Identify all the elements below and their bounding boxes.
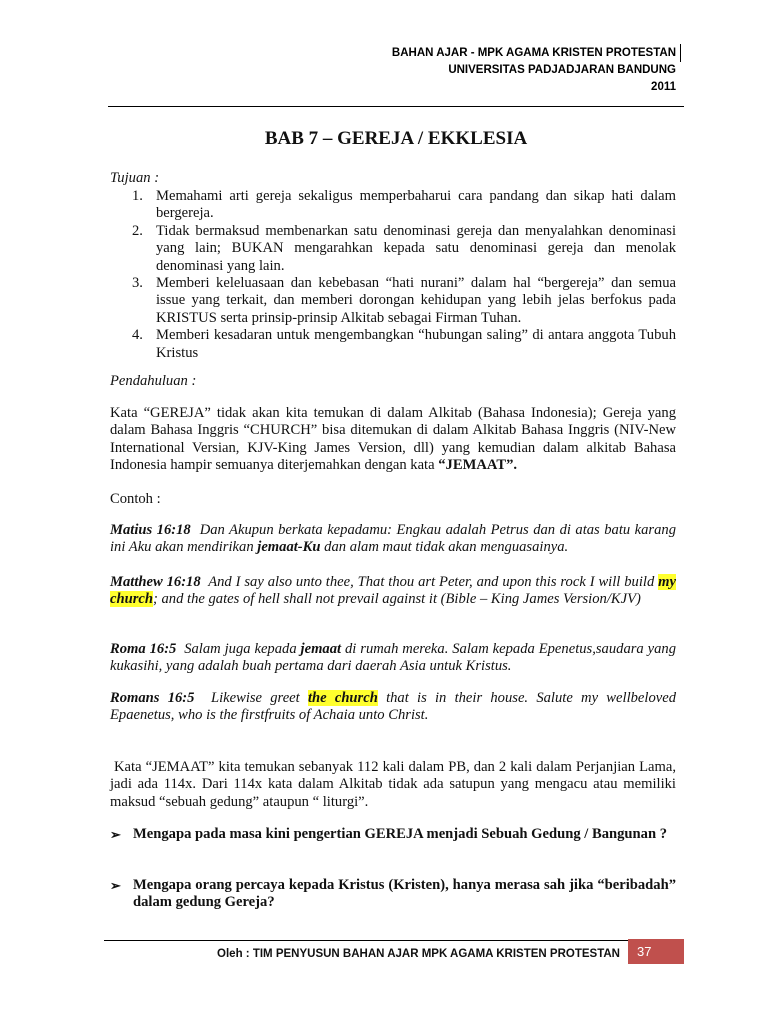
pendahuluan-paragraph xyxy=(110,405,676,475)
header-divider-bar xyxy=(680,44,681,62)
verse-keyword-highlight: the church xyxy=(307,690,378,706)
tujuan-item xyxy=(110,223,676,275)
tujuan-item xyxy=(110,327,676,362)
tujuan-item xyxy=(110,188,676,223)
header-rule xyxy=(108,106,684,107)
verse-reference: Roma 16:5 xyxy=(110,641,177,657)
footer-rule xyxy=(104,940,628,941)
question-item xyxy=(110,877,676,912)
verse-reference: Romans 16:5 xyxy=(110,690,195,706)
page-number: 37 xyxy=(628,939,684,964)
question-text: Mengapa orang percaya kepada Kristus (Kristen), hanya merasa sah jika “beribadah” dalam gedung Gereja? xyxy=(133,877,676,911)
verse-text: Dan Akupun berkata kepadamu: Engkau adalah Petrus dan di atas batu karang ini Aku akan mendirikan xyxy=(110,522,677,556)
verse-keyword: jemaat xyxy=(300,641,342,657)
header-line-2: UNIVERSITAS PADJADJARAN BANDUNG xyxy=(448,64,676,76)
tujuan-item-number: 2. xyxy=(132,222,143,239)
tujuan-item-number: 4. xyxy=(132,327,143,344)
tujuan-list xyxy=(110,188,676,362)
header-line-1: BAHAN AJAR - MPK AGAMA KRISTEN PROTESTAN xyxy=(391,47,676,59)
tujuan-item xyxy=(110,275,676,327)
tujuan-item-text: Memberi kesadaran untuk mengembangkan “hubungan saling” di antara anggota Tubuh Kristus xyxy=(156,327,676,361)
tujuan-item-text: Memahami arti gereja sekaligus memperbaharui cara pandang dan sikap hati dalam bergereja. xyxy=(156,188,676,222)
pendahuluan-text: Kata “GEREJA” tidak akan kita temukan di dalam Alkitab (Bahasa Indonesia); Gereja yang dalam Bahasa Inggris “CHURCH” bisa ditemukan di dalam Alkitab Bahasa Inggris (NIV-New International Versian, KJV-King James Version, dll) yang kemudian dalam alkitab Bahasa Indonesia hampir semuanya diterjemahkan dengan kata xyxy=(110,405,676,474)
verse-reference: Matius 16:18 xyxy=(110,522,191,538)
question-text: Mengapa pada masa kini pengertian GEREJA menjadi Sebuah Gedung / Bangunan ? xyxy=(133,826,668,842)
verse-matius xyxy=(110,522,676,557)
tujuan-item-number: 3. xyxy=(132,275,143,292)
chapter-title: BAB 7 – GEREJA / EKKLESIA xyxy=(264,128,528,149)
verse-text: Salam juga kepada xyxy=(184,641,301,657)
footer-text: Oleh : TIM PENYUSUN BAHAN AJAR MPK AGAMA KRISTEN PROTESTAN xyxy=(217,948,620,960)
verse-text: And I say also unto thee, That thou art Peter, and upon this rock I will build xyxy=(208,574,659,590)
verse-reference: Matthew 16:18 xyxy=(110,574,201,590)
verse-keyword: jemaat-Ku xyxy=(257,539,321,556)
tujuan-label: Tujuan : xyxy=(110,170,160,186)
tujuan-item-number: 1. xyxy=(132,188,143,204)
verse-matthew xyxy=(110,574,676,609)
verse-roma xyxy=(110,641,676,676)
question-item xyxy=(110,826,676,843)
verse-romans xyxy=(110,690,676,725)
arrow-bullet-icon: ➢ xyxy=(110,878,121,893)
jemaat-paragraph: Kata “JEMAAT” kita temukan sebanyak 112 kali dalam PB, dan 2 kali dalam Perjanjian Lama, jadi ada 114x. Dari 114x kata dalam Alkitab tidak ada satupun yang mengacu atau memiliki maksud “sebuah gedung” ataupun “ liturgi”. xyxy=(110,759,676,810)
arrow-bullet-icon: ➢ xyxy=(110,827,121,842)
verse-text: Likewise greet xyxy=(210,690,308,706)
tujuan-item-text: Tidak bermaksud membenarkan satu denominasi gereja dan menyalahkan denominasi yang lain; BUKAN mengarahkan kepada satu denominasi gereja dan menolak denominasi yang lain. xyxy=(156,222,676,274)
verse-text: di rumah mereka. Salam kepada Epenetus,saudara yang kukasihi, yang adalah buah pertama dari daerah Asia untuk Kristus. xyxy=(110,641,676,675)
tujuan-item-text: Memberi keleluasaan dan kebebasan “hati nurani” dalam hal “bergereja” dan semua issue yang terkait, dan memberi dorongan kehidupan yang lebih jelas berfokus pada KRISTUS serta prinsip-prinsip Alkitab sebagai Firman Tuhan. xyxy=(156,275,676,326)
pendahuluan-keyword: “JEMAAT”. xyxy=(438,457,518,474)
verse-keyword-highlight: my church xyxy=(110,574,676,608)
verse-text: ; and the gates of hell shall not prevail against it (Bible – King James Version/KJV) xyxy=(152,591,641,608)
pendahuluan-label: Pendahuluan : xyxy=(110,373,197,389)
verse-text: that is in their house. Salute my wellbeloved Epaenetus, who is the firstfruits of Achaia unto Christ. xyxy=(110,690,676,724)
verse-text: dan alam maut tidak akan menguasainya. xyxy=(320,539,569,556)
contoh-label: Contoh : xyxy=(110,491,161,507)
header-line-3: 2011 xyxy=(651,81,676,93)
